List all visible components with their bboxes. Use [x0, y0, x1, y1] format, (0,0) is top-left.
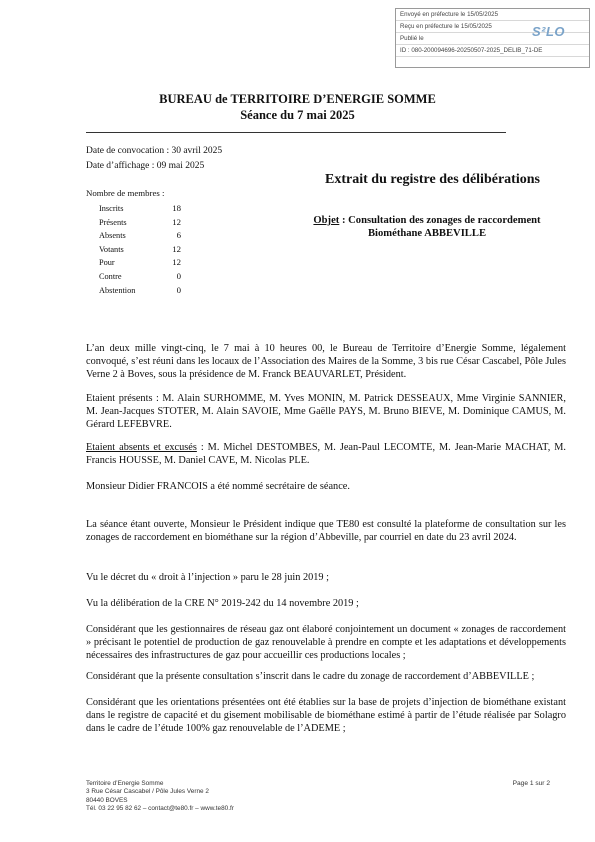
objet-line2: Biométhane ABBEVILLE	[367, 228, 487, 239]
paragraph-present: Etaient présents : M. Alain SURHOMME, M. Yves MONIN, M. Patrick DESSEAUX, Mme Virginie SANNIER, M. Jean-Jacques STOTER, M. Alain SAVOIE, Mme Gaëlle PAYS, M. Bruno BIEVE, M. Dominique CAMUS, M. Gérard LEFEBVRE.	[86, 393, 566, 431]
header-divider	[86, 132, 506, 133]
page-number: Page 1 sur 2	[512, 780, 550, 787]
paragraph-consultation: La séance étant ouverte, Monsieur le Président indique que TE80 est consulté la plateforme de consultation sur les zonages de raccordement en biométhane sur la région d’Abbeville, par courriel en date du 23 avril 2024.	[86, 519, 566, 544]
members-title: Nombre de membres :	[86, 188, 165, 198]
members-row: Présents 12	[99, 216, 181, 227]
convocation-date: Date de convocation : 30 avril 2025	[86, 146, 223, 156]
objet-label: Objet	[313, 215, 340, 226]
objet-block	[282, 214, 572, 240]
stamp-received: Reçu en préfecture le 15/05/2025	[396, 21, 589, 33]
prefecture-stamp	[395, 8, 590, 68]
members-row: Abstention 0	[99, 284, 181, 295]
paragraph-opening: L’an deux mille vingt-cinq, le 7 mai à 10 heures 00, le Bureau de Territoire d’Energie Somme, légalement convoqué, s’est réuni dans les locaux de l’Association des Maires de la Somme, 3 bis rue César Cascabel, Pôle Jules Verne 2 à Boves, sous la présidence de M. Franck BEAUVARLET, Président.	[86, 343, 566, 381]
paragraph-decret: Vu le décret du « droit à l’injection » paru le 28 juin 2019 ;	[86, 572, 330, 583]
members-row: Inscrits 18	[99, 203, 181, 213]
affichage-date: Date d’affichage : 09 mai 2025	[86, 161, 205, 171]
stamp-id: ID : 080-200094696-20250507-2025_DELIB_71-DE	[396, 45, 589, 57]
members-row: Votants 12	[99, 243, 181, 254]
session-title: Séance du 7 mai 2025	[240, 108, 355, 122]
paragraph-cadre: Considérant que la présente consultation s’inscrit dans le cadre du zonage de raccordement d’ABBEVILLE ;	[86, 671, 535, 682]
org-title: BUREAU de TERRITOIRE D’ENERGIE SOMME	[159, 92, 436, 106]
footer-address: Territoire d’Energie Somme 3 Rue César Cascabel / Pôle Jules Verne 2 80440 BOVES Tél. 03 22 95 82 62 – contact@te80.fr – www.te80.fr	[86, 780, 234, 813]
members-table	[86, 188, 181, 297]
paragraph-absent: Etaient absents et excusés : M. Michel DESTOMBES, M. Jean-Paul LECOMTE, M. Jean-Marie MACHAT, M. Francis HOUSSE, M. Daniel CAVE, M. Nicolas PLE.	[86, 442, 566, 467]
stamp-published: Publié le	[396, 33, 589, 45]
members-row: Pour 12	[99, 257, 181, 268]
paragraph-gestionnaires: Considérant que les gestionnaires de réseau gaz ont élaboré conjointement un document « zonages de raccordement » précisant le potentiel de production de gaz renouvelable à prendre en compte et les adaptations et développements nécessaires des infrastructures de gaz pour accueillir ces productions locales ;	[86, 624, 566, 662]
extrait-title: Extrait du registre des délibérations	[325, 172, 540, 187]
paragraph-secretary: Monsieur Didier FRANCOIS a été nommé secrétaire de séance.	[86, 481, 350, 492]
members-row: Contre 0	[99, 270, 181, 281]
paragraph-cre: Vu la délibération de la CRE N° 2019-242 du 14 novembre 2019 ;	[86, 598, 359, 609]
members-row: Absents 6	[99, 230, 181, 241]
stamp-sent: Envoyé en préfecture le 15/05/2025	[396, 9, 589, 21]
slo-logo: S²LO	[531, 24, 565, 39]
objet-text: : Consultation des zonages de raccordement	[339, 215, 541, 226]
paragraph-orientations: Considérant que les orientations présentées ont été établies sur la base de projets d’injection de biométhane existant dans le registre de capacité et du gisement mobilisable de biométhane estimé à partir de l’étude réalisée par Solagro dans le cadre de l’étude 100% gaz renouvelable de l’ADEME ;	[86, 697, 566, 735]
